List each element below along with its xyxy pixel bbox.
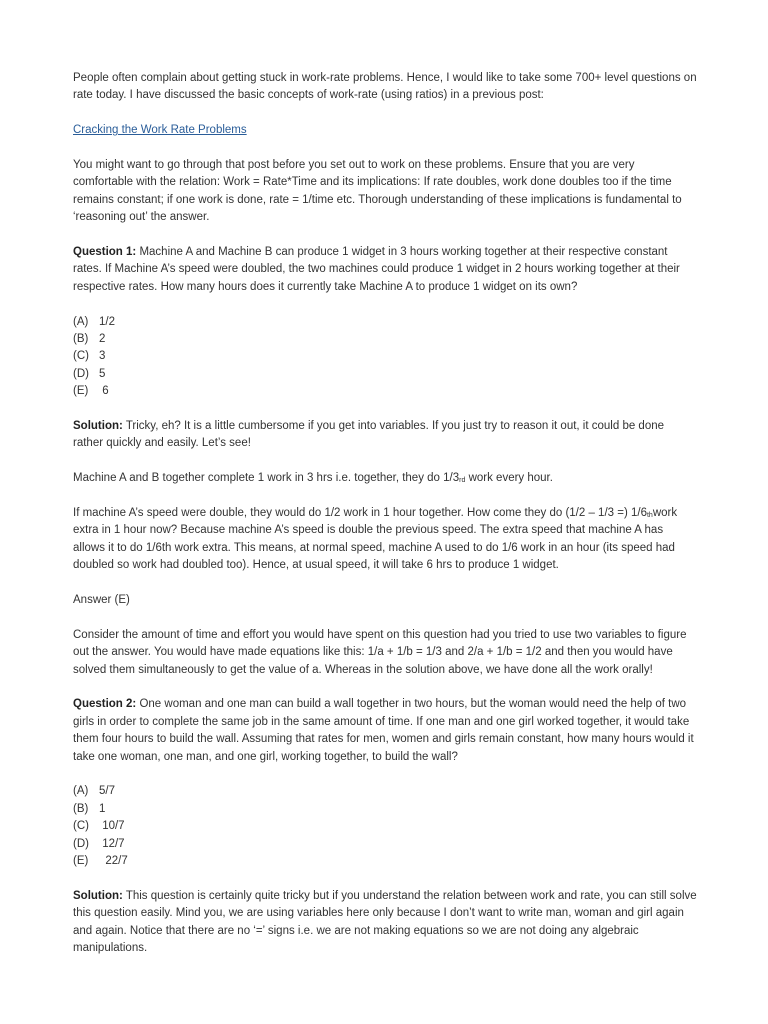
option-letter: (C): [73, 350, 89, 363]
option-letter: (E): [73, 855, 89, 868]
question-2: [73, 696, 697, 766]
question-1: [73, 244, 697, 296]
option-item: [73, 818, 697, 835]
option-value: 2: [99, 333, 106, 346]
step-2-text-pre: If machine A’s speed were double, they would do 1/2 work in 1 hour together. How come they do (1/2 – 1/3 =) 1/6: [73, 507, 647, 520]
option-item: [73, 348, 697, 365]
solution-1-step-1: [73, 470, 697, 487]
option-value: 5: [99, 367, 106, 380]
solution-1-text: Tricky, eh? It is a little cumbersome if you get into variables. If you just try to reason it out, it could be done rather quickly and easily. Let’s see!: [73, 420, 665, 450]
option-value: 1/2: [99, 315, 115, 328]
option-value: 5/7: [99, 785, 115, 798]
intro-paragraph: People often complain about getting stuck in work-rate problems. Hence, I would like to take some 700+ level questions on rate today. I have discussed the basic concepts of work-rate (using ratios) in a previous post:: [73, 72, 697, 102]
question-2-label: Question 2:: [73, 698, 137, 711]
option-value: 22/7: [99, 855, 128, 868]
option-letter: (D): [73, 837, 89, 850]
option-item: [73, 801, 697, 818]
document-page: [73, 70, 697, 975]
answer-1: Answer (E): [73, 594, 130, 607]
ordinal-suffix: th: [646, 512, 653, 520]
solution-2-text: This question is certainly quite tricky but if you understand the relation between work and rate, you can still solve this question easily. Mind you, we are using variables here only because I don’t want to write man, woman and girl again and again. Notice that there are no ‘=’ signs i.e. we are not making equations so we are not doing any algebraic manipulations.: [73, 889, 697, 955]
step-2-text-post: work extra in 1 hour now? Because machine A’s speed is double the previous speed. The extra speed that machine A has allows it to do 1/6th work extra. This means, at normal speed, machine A used to do 1/6 work in an hour (its speed had doubled so work had doubled too). Hence, at usual speed, it will take 6 hrs to produce 1 widget.: [73, 507, 678, 572]
option-item: [73, 836, 697, 853]
step-1-text-post: work every hour.: [465, 472, 553, 485]
option-value: 12/7: [99, 837, 125, 850]
solution-1-step-2: [73, 505, 697, 575]
solution-1-label: Solution:: [73, 420, 123, 433]
option-item: [73, 331, 697, 348]
option-item: [73, 314, 697, 331]
previous-post-link[interactable]: Cracking the Work Rate Problems: [73, 124, 247, 137]
previous-post-link-paragraph: [73, 122, 697, 139]
step-1-text-pre: Machine A and B together complete 1 work in 3 hrs i.e. together, they do 1/3: [73, 472, 460, 485]
option-letter: (A): [73, 785, 89, 798]
option-value: 3: [99, 350, 106, 363]
option-item: [73, 383, 697, 400]
solution-2-label: Solution:: [73, 889, 123, 902]
option-item: [73, 366, 697, 383]
question-1-label: Question 1:: [73, 246, 137, 259]
option-letter: (C): [73, 820, 89, 833]
option-letter: (B): [73, 802, 89, 815]
option-value: 6: [99, 385, 109, 398]
concepts-paragraph: You might want to go through that post before you set out to work on these problems. Ensure that you are very comfortable with the relation: Work = Rate*Time and its implications: If rate doubles, work done doubles too if the time remains constant; if one work is done, rate = 1/time etc. Thorough understanding of these implications is fundamental to ‘reasoning out’ the answer.: [73, 159, 682, 224]
option-item: [73, 783, 697, 800]
option-value: 10/7: [99, 820, 125, 833]
question-2-options: [73, 783, 697, 870]
option-item: [73, 853, 697, 870]
question-1-text: Machine A and Machine B can produce 1 widget in 3 hours working together at their respective constant rates. If Machine A’s speed were doubled, the two machines could produce 1 widget in 2 hours working together at their respective rates. How many hours does it currently take Machine A to produce 1 widget on its own?: [73, 246, 680, 293]
comparison-paragraph: Consider the amount of time and effort you would have spent on this question had you tried to use two variables to figure out the answer. You would have made equations like this: 1/a + 1/b = 1/3 and 2/a + 1/b = 1/2 and then you would have solved them simultaneously to get the value of a. Whereas in the solution above, we have done all the work orally!: [73, 628, 687, 676]
question-2-text: One woman and one man can build a wall together in two hours, but the woman would need the help of two girls in order to complete the same job in the same amount of time. If one man and one girl worked together, it would take them four hours to build the wall. Assuming that rates for men, women and girls remain constant, how many hours would it take one woman, one man, and one girl, working together, to build the wall?: [73, 698, 694, 763]
option-letter: (B): [73, 333, 89, 346]
question-1-options: [73, 314, 697, 401]
option-value: 1: [99, 802, 106, 815]
option-letter: (E): [73, 385, 89, 398]
solution-1: [73, 418, 697, 453]
ordinal-suffix: rd: [459, 477, 466, 485]
option-letter: (D): [73, 367, 89, 380]
option-letter: (A): [73, 315, 89, 328]
solution-2: [73, 888, 697, 958]
